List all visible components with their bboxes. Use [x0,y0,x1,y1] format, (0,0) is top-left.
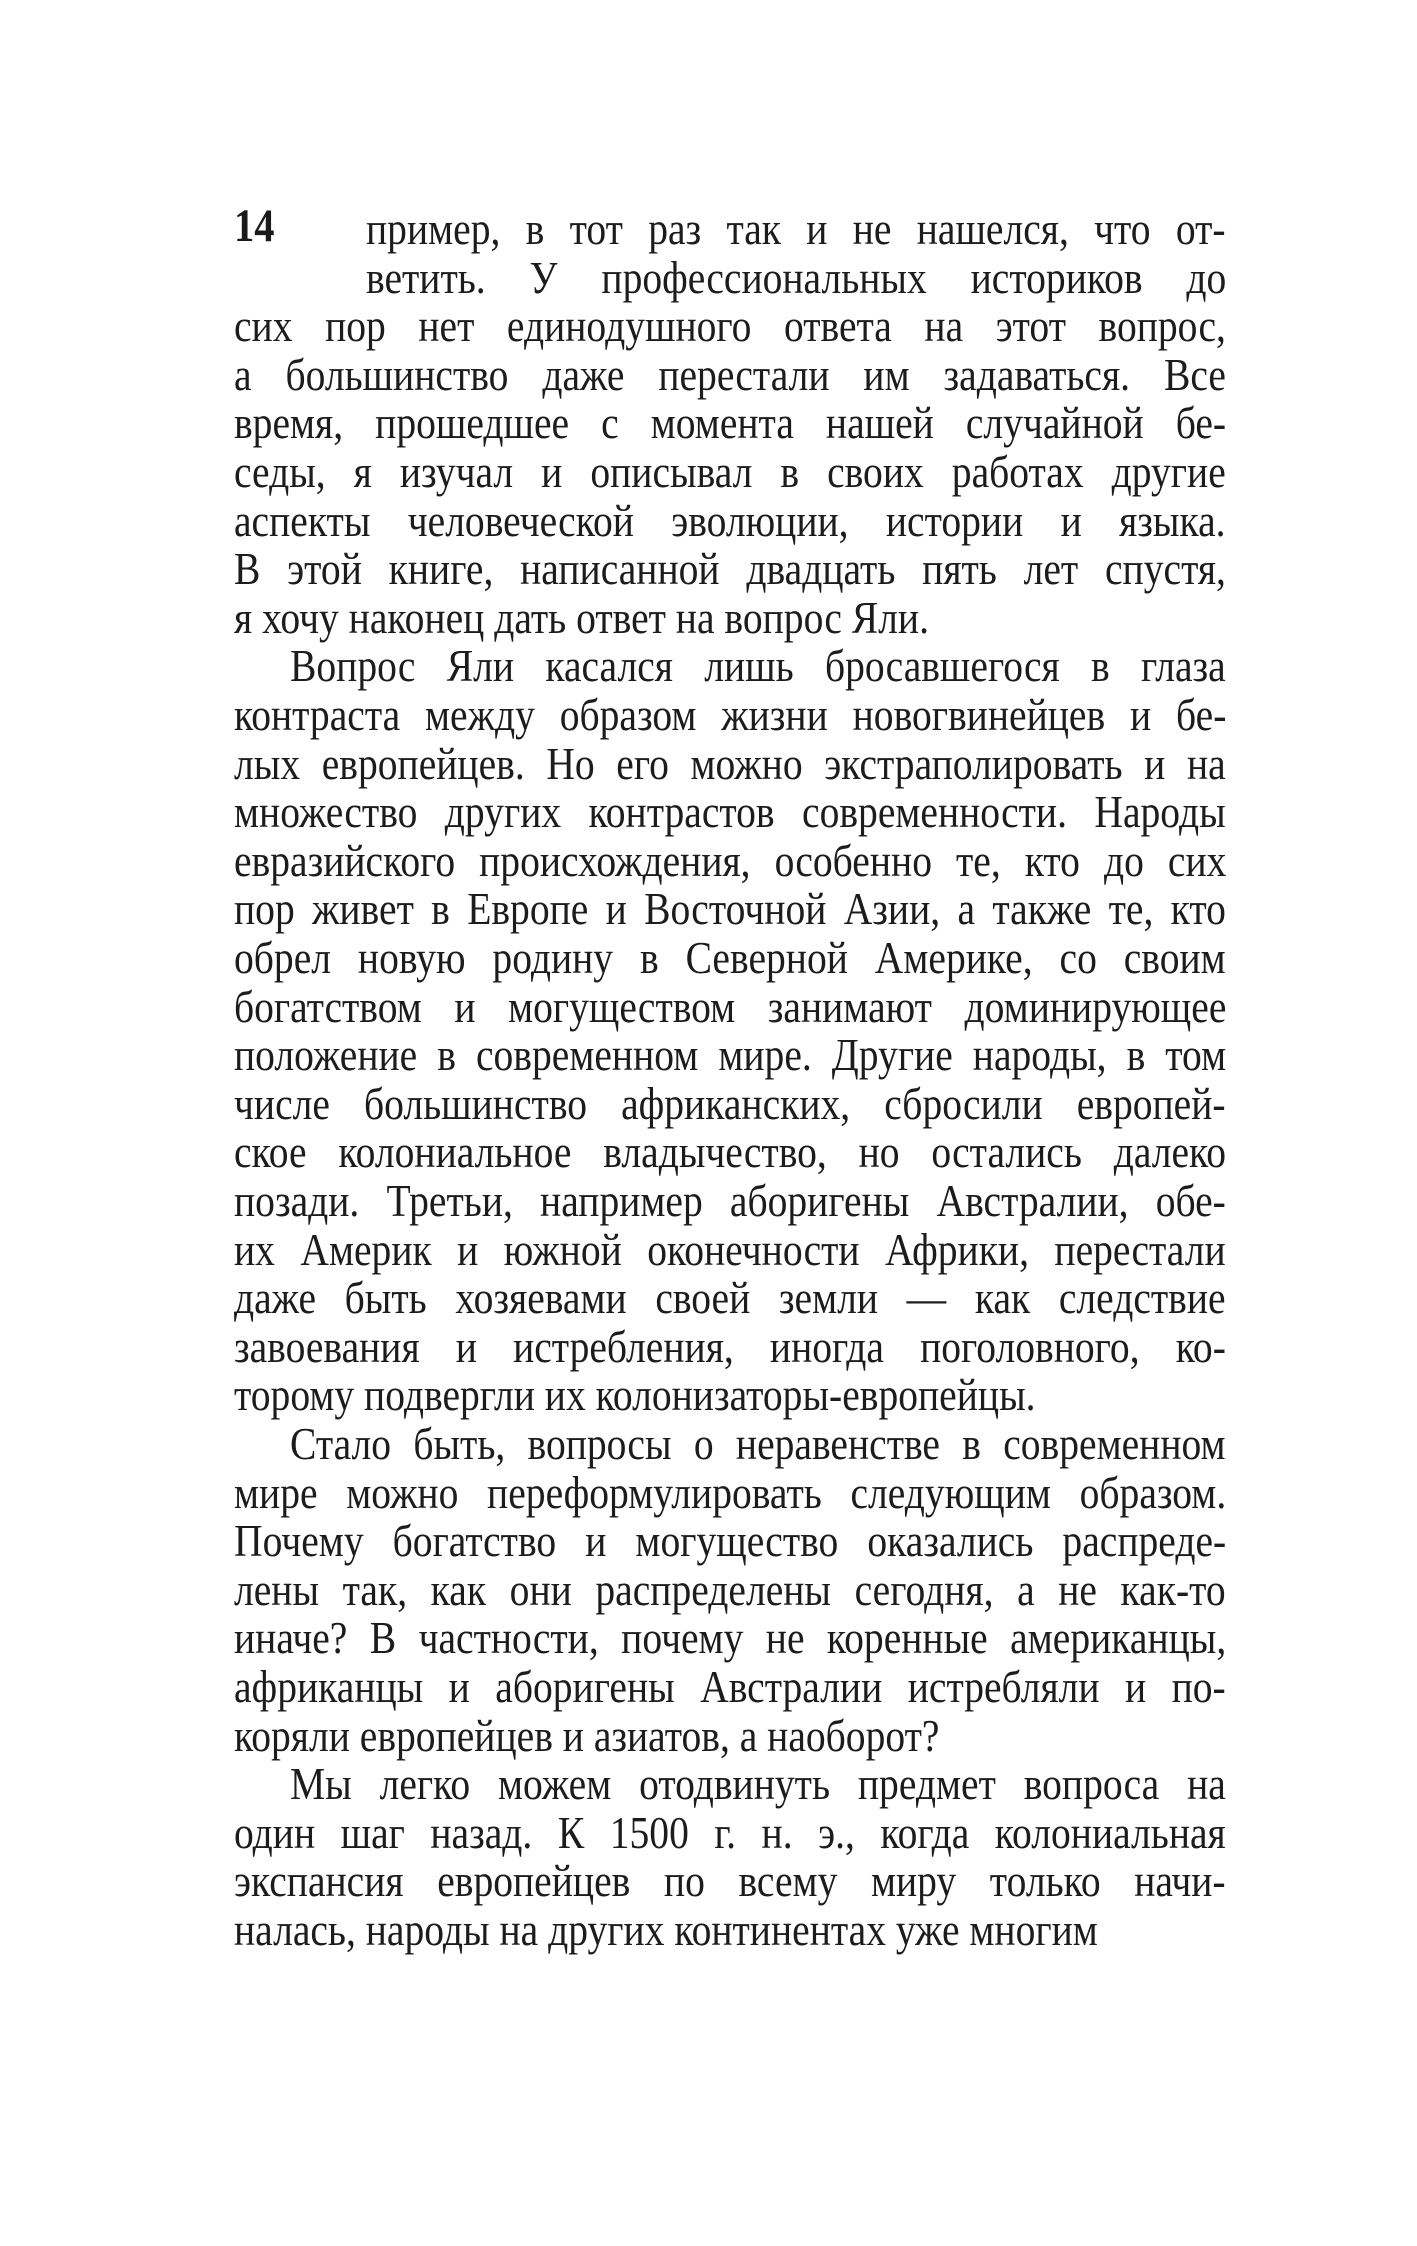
text-line: аспекты человеческой эволюции, истории и языка. [234,494,1226,546]
text-line: положение в современном мире. Другие народы, в том [234,1029,1227,1081]
text-line: седы, я изучал и описывал в своих работах другие [234,446,1226,497]
text-line: лых европейцев. Но его можно экстраполировать и на [234,737,1226,789]
text-line: ветить. У профессиональных историков до [366,251,1227,303]
text-line: Стало быть, вопросы о неравенстве в современном [290,1418,1226,1469]
text-line: иначе? В частности, почему не коренные американцы, [234,1612,1227,1664]
text-line: их Америк и южной оконечности Африки, перестали [234,1223,1226,1275]
text-line: коряли европейцев и азиатов, а наоборот? [234,1709,940,1761]
text-line: Мы легко можем отодвинуть предмет вопроса на [290,1758,1226,1810]
text-line: время, прошедшее с момента нашей случайной бе- [234,397,1227,449]
text-line: пример, в тот раз так и не нашелся, что от- [366,203,1226,254]
text-line: евразийского происхождения, особенно те, кто до сих [234,834,1227,886]
text-line: лены так, как они распределены сегодня, а не как-то [234,1563,1226,1615]
text-line: пор живет в Европе и Восточной Азии, а также те, кто [234,883,1226,935]
text-line: даже быть хозяевами своей земли — как следствие [234,1272,1226,1324]
text-line: числе большинство африканских, сбросили европей- [234,1077,1226,1129]
text-line: а большинство даже перестали им задаваться. Все [234,348,1226,400]
text-line: позади. Третьи, например аборигены Австралии, обе- [234,1175,1226,1226]
text-line: Почему богатство и могущество оказались распреде- [234,1515,1227,1567]
page-number: 14 [234,200,275,252]
text-line: контраста между образом жизни новогвинейцев и бе- [234,689,1227,740]
text-line: мире можно переформулировать следующим образом. [234,1466,1227,1518]
text-line: завоевания и истребления, иногда поголовного, ко- [234,1320,1226,1372]
text-line: я хочу наконец дать ответ на вопрос Яли. [234,591,929,643]
text-line: множество других контрастов современности. Народы [234,786,1226,838]
text-line: африканцы и аборигены Австралии истребляли и по- [234,1661,1226,1712]
text-line: налась, народы на других континентах уже многим [234,1904,1098,1955]
text-line: экспансия европейцев по всему миру только начи- [234,1855,1226,1907]
text-line: сих пор нет единодушного ответа на этот вопрос, [234,300,1226,352]
text-line: торому подвергли их колонизаторы-европейцы. [234,1369,1036,1421]
text-line: Вопрос Яли касался лишь бросавшегося в глаза [290,640,1226,692]
text-line: ское колониальное владычество, но остались далеко [234,1126,1227,1178]
text-line: один шаг назад. К 1500 г. н. э., когда колониальная [234,1806,1226,1858]
text-line: обрел новую родину в Северной Америке, со своим [234,932,1226,983]
text-line: В этой книге, написанной двадцать пять лет спустя, [234,543,1226,595]
text-line: богатством и могуществом занимают доминирующее [234,980,1227,1032]
